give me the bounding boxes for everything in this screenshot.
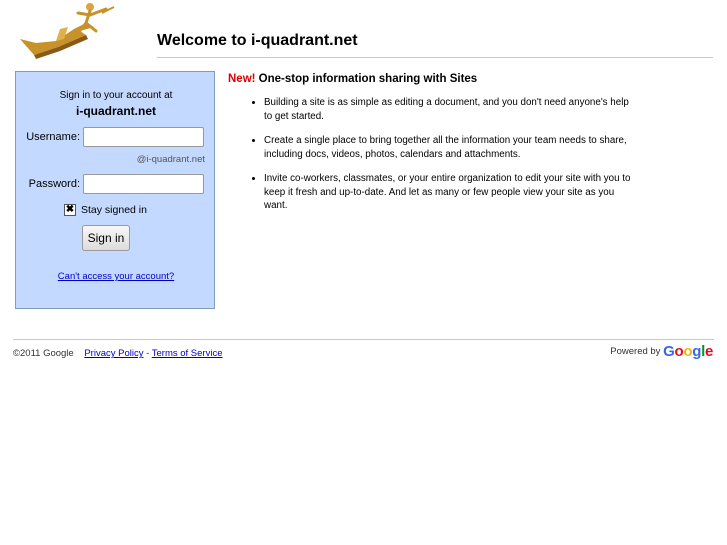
footer-links (13, 348, 223, 359)
footer-divider (13, 339, 714, 340)
new-tag: New! (228, 73, 256, 85)
stay-signed-in-checkbox[interactable]: ✖ (65, 204, 75, 215)
username-input[interactable] (83, 127, 204, 147)
cant-access-link[interactable]: Can't access your account? (57, 271, 175, 282)
info-heading-text: One-stop information sharing with Sites (255, 73, 478, 85)
page-title: Welcome to i-quadrant.net (157, 32, 358, 49)
powered-by-text: Powered by (610, 346, 661, 357)
sites-info (228, 73, 638, 224)
password-label: Password: (28, 178, 80, 190)
signin-domain: i-quadrant.net (76, 104, 156, 118)
list-item: • Building a site is as simple as editing a document, and you don't need anyone's help to get started. (264, 96, 638, 123)
privacy-policy-link[interactable]: Privacy Policy (84, 348, 144, 359)
domain-suffix: @i-quadrant.net (136, 154, 205, 165)
info-heading (228, 73, 638, 85)
copyright-text: ©2011 Google (13, 348, 74, 359)
title-divider (157, 57, 713, 58)
password-input[interactable] (83, 174, 204, 194)
signin-button[interactable]: Sign in (82, 225, 130, 251)
footer-separator: - (143, 348, 152, 359)
signin-intro-text: Sign in to your account at (59, 90, 173, 101)
google-logo: Google (663, 343, 713, 360)
list-item: • Invite co-workers, classmates, or your entire organization to edit your site with you to keep it fresh and up-to-date. And let as many or few people view your site as you want. (264, 172, 638, 213)
username-label: Username: (26, 131, 80, 143)
signin-panel (15, 71, 215, 309)
list-item: • Create a single place to bring together all the information your team needs to share, including docs, videos, photos, calendars and attachments. (264, 134, 638, 161)
site-logo (16, 3, 118, 59)
terms-of-service-link[interactable]: Terms of Service (151, 348, 223, 359)
info-bullet-list (228, 96, 638, 213)
powered-by (610, 343, 713, 360)
stay-signed-in-label: Stay signed in (81, 204, 147, 216)
